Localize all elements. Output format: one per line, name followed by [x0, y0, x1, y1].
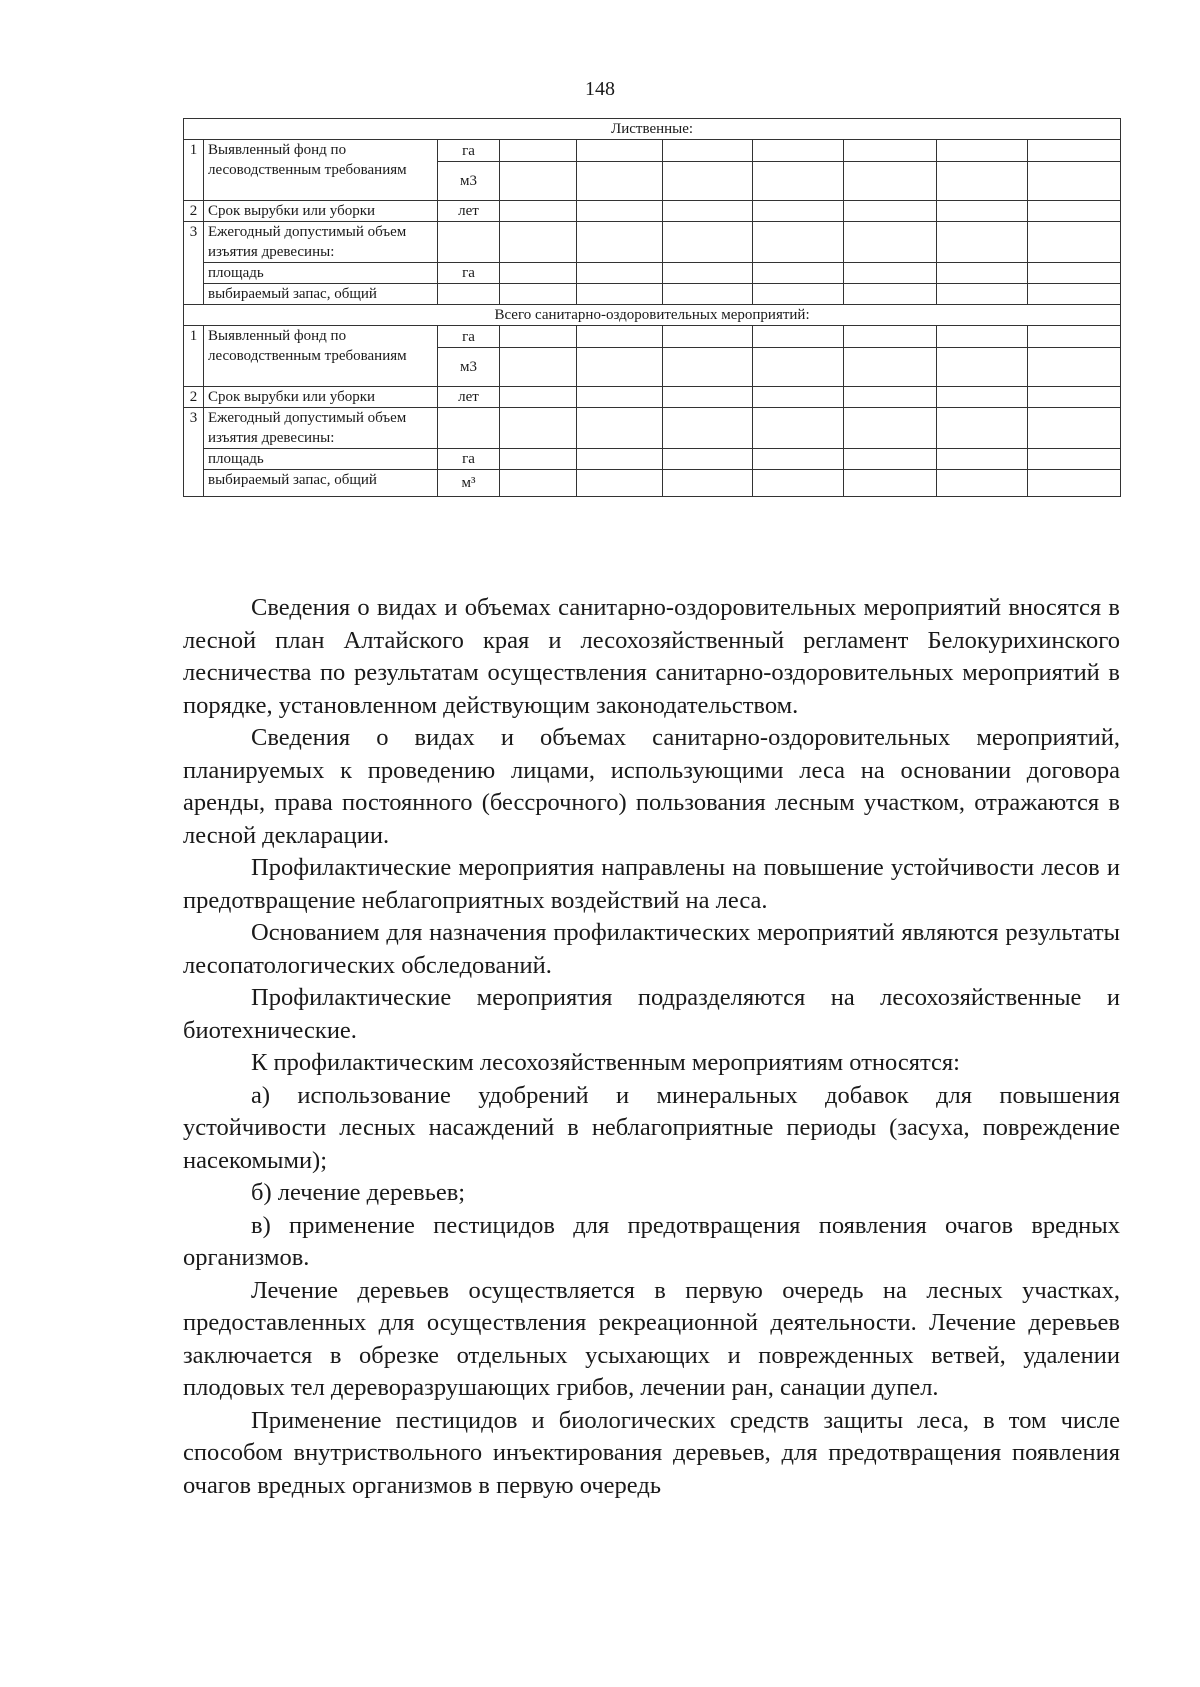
row-number: 3 [184, 222, 204, 305]
table-row [184, 408, 1121, 449]
row-label: Срок вырубки или уборки [204, 387, 438, 408]
paragraph: Основанием для назначения профилактических мероприятий являются результаты лесопатологических обследований. [183, 919, 1120, 979]
row-label: площадь [204, 449, 438, 470]
forest-measures-table [183, 118, 1121, 497]
table-row [184, 140, 1121, 162]
table-row [184, 387, 1121, 408]
paragraph: а) использование удобрений и минеральных добавок для повышения устойчивости лесных насаждений в неблагоприятные периоды (засуха, повреждение насекомыми); [183, 1081, 1120, 1174]
paragraph: Лечение деревьев осуществляется в первую очередь на лесных участках, предоставленных для осуществления рекреационной деятельности. Лечение деревьев заключается в обрезке отдельных усыхающих и поврежденных ветвей, удалении плодовых тел дереворазрушающих грибов, лечении ран, санации дупел. [183, 1276, 1120, 1401]
table-row [184, 326, 1121, 348]
row-label: Выявленный фонд по лесоводственным требованиям [204, 326, 438, 387]
row-unit [438, 284, 500, 305]
row-number: 2 [184, 387, 204, 408]
table-row [184, 222, 1121, 263]
row-label: выбираемый запас, общий [204, 470, 438, 497]
row-unit: га [438, 449, 500, 470]
section-title: Всего санитарно-оздоровительных мероприятий: [184, 305, 1121, 326]
row-unit: м3 [438, 348, 500, 387]
body-text [183, 592, 1120, 1502]
table-row [184, 449, 1121, 470]
row-unit: м³ [438, 470, 500, 497]
paragraph: Профилактические мероприятия подразделяются на лесохозяйственные и биотехнические. [183, 984, 1120, 1044]
paragraph: б) лечение деревьев; [251, 1179, 466, 1206]
table-row [184, 284, 1121, 305]
row-unit: га [438, 326, 500, 348]
row-number: 3 [184, 408, 204, 497]
row-label: выбираемый запас, общий [204, 284, 438, 305]
table-row [184, 263, 1121, 284]
row-label: Ежегодный допустимый объем изъятия древесины: [204, 408, 438, 449]
table-row [184, 470, 1121, 497]
table-row [184, 201, 1121, 222]
table-section-header [184, 119, 1121, 140]
row-label: площадь [204, 263, 438, 284]
page-number: 148 [585, 78, 615, 100]
row-unit: га [438, 263, 500, 284]
row-unit: га [438, 140, 500, 162]
row-unit: м3 [438, 162, 500, 201]
row-number: 1 [184, 140, 204, 201]
paragraph: Сведения о видах и объемах санитарно-оздоровительных мероприятий вносятся в лесной план Алтайского края и лесохозяйственный регламент Белокурихинского лесничества по результатам осуществления санитарно-оздоровительных мероприятий в порядке, установленном действующим законодательством. [183, 594, 1120, 719]
row-number: 1 [184, 326, 204, 387]
row-label: Ежегодный допустимый объем изъятия древесины: [204, 222, 438, 263]
paragraph: Профилактические мероприятия направлены на повышение устойчивости лесов и предотвращение неблагоприятных воздействий на леса. [183, 854, 1120, 914]
paragraph: К профилактическим лесохозяйственным мероприятиям относятся: [251, 1049, 960, 1076]
row-label: Выявленный фонд по лесоводственным требованиям [204, 140, 438, 201]
paragraph: Сведения о видах и объемах санитарно-оздоровительных мероприятий, планируемых к проведению лицами, использующими леса на основании договора аренды, права постоянного (бессрочного) пользования лесным участком, отражаются в лесной декларации. [183, 724, 1120, 849]
section-title: Лиственные: [184, 119, 1121, 140]
paragraph: в) применение пестицидов для предотвращения появления очагов вредных организмов. [183, 1211, 1120, 1271]
row-unit: лет [438, 387, 500, 408]
table-section-header [184, 305, 1121, 326]
row-unit: лет [438, 201, 500, 222]
row-number: 2 [184, 201, 204, 222]
row-label: Срок вырубки или уборки [204, 201, 438, 222]
paragraph: Применение пестицидов и биологических средств защиты леса, в том числе способом внутриствольного инъектирования деревьев, для предотвращения появления очагов вредных организмов в первую очередь [183, 1406, 1120, 1499]
